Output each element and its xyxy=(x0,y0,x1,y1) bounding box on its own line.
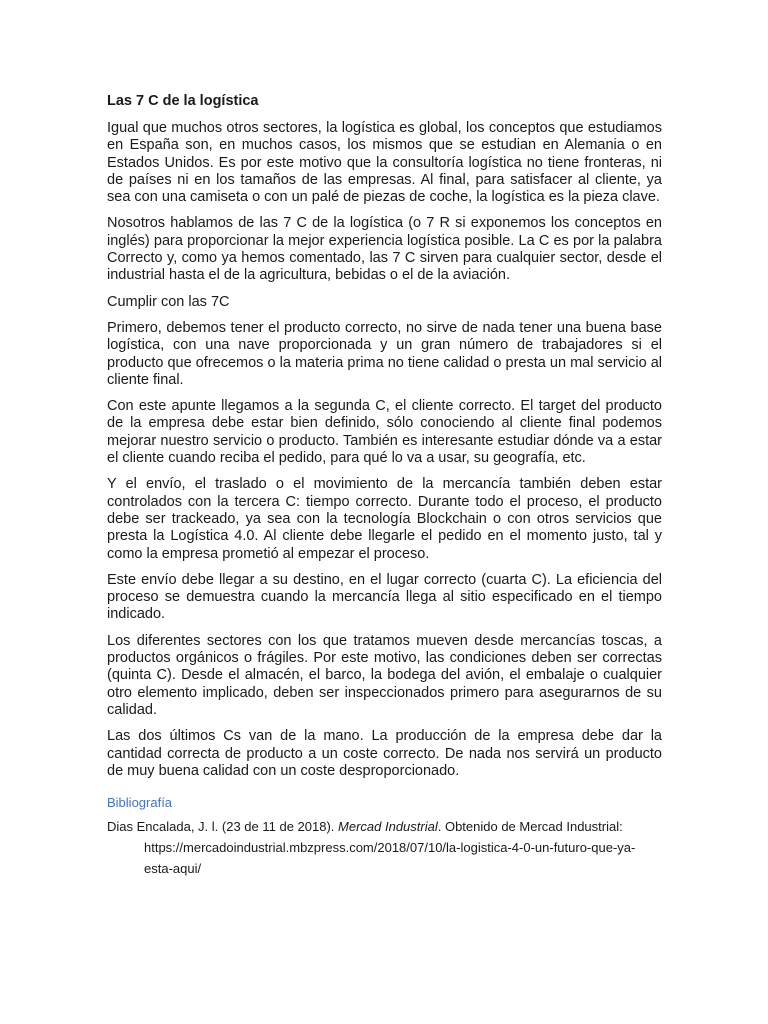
paragraph-intro: Igual que muchos otros sectores, la logística es global, los conceptos que estudiamos en España son, en muchos casos, los mismos que se estudian en Alemania o en Estados Unidos. Es por este motivo que la consultoría logística no tiene fronteras, ni de países ni en los tamaños de las empresas. Al final, para satisfacer al cliente, ya sea con una camiseta o con un palé de piezas de coche, la logística es la pieza clave. xyxy=(107,120,662,206)
paragraph-producto-correcto: Primero, debemos tener el producto correcto, no sirve de nada tener una buena base logística, con una nave proporcionada y un gran número de trabajadores si el producto que ofrecemos o la materia prima no tiene calidad o presta un mal servicio al cliente final. xyxy=(107,319,662,388)
bibliography-url[interactable]: https://mercadoindustrial.mbzpress.com/2018/07/10/la-logistica-4-0-un-futuro-que-ya-esta-aqui/ xyxy=(144,840,636,877)
bibliography-heading: Bibliografía xyxy=(107,795,173,811)
paragraph-cantidad-coste: Las dos últimos Cs van de la mano. La producción de la empresa debe dar la cantidad correcta de producto a un coste correcto. De nada nos servirá un producto de muy buena calidad con un coste desproporcionado. xyxy=(107,728,662,779)
paragraph-lugar-correcto: Este envío debe llegar a su destino, en el lugar correcto (cuarta C). La eficiencia del proceso se demuestra cuando la mercancía llega al sitio especificado en el tiempo indicado. xyxy=(107,571,662,623)
bibliography-section xyxy=(107,795,662,879)
bibliography-obtained-from: . Obtenido de Mercad Industrial: xyxy=(437,819,623,835)
bibliography-source-title: Mercad Industrial xyxy=(338,819,438,835)
paragraph-tiempo-correcto: Y el envío, el traslado o el movimiento de la mercancía también deben estar controlados con la tercera C: tiempo correcto. Durante todo el proceso, el producto debe ser trackeado, ya sea con la tecnología Blockchain o con otros servicios que presta la Logística 4.0. Al cliente debe llegarle el pedido en el momento justo, tal y como la empresa prometió al empezar el proceso. xyxy=(107,476,662,562)
paragraph-condiciones-correctas: Los diferentes sectores con los que tratamos mueven desde mercancías toscas, a productos orgánicos o frágiles. Por este motivo, las condiciones deben ser correctas (quinta C). Desde el almacén, el barco, la bodega del avión, el embalaje o cualquier otro elemento implicado, deben ser inspeccionados primero para asegurarnos de su calidad. xyxy=(107,632,662,718)
paragraph-cliente-correcto: Con este apunte llegamos a la segunda C, el cliente correcto. El target del producto de la empresa debe estar bien definido, sólo conociendo al cliente final podemos mejorar nuestro servicio o producto. También es interesante estudiar dónde va a estar el cliente cuando reciba el pedido, para qué lo va a usar, su geografía, etc. xyxy=(107,398,662,467)
paragraph-7c-overview: Nosotros hablamos de las 7 C de la logística (o 7 R si exponemos los conceptos en inglés) para proporcionar la mejor experiencia logística posible. La C es por la palabra Correcto y, como ya hemos comentado, las 7 C sirven para cualquier sector, desde el industrial hasta el de la agricultura, bebidas o el de la aviación. xyxy=(107,215,662,284)
bibliography-author-date: Dias Encalada, J. l. (23 de 11 de 2018). xyxy=(107,819,339,835)
bibliography-entry xyxy=(107,816,662,879)
document-content xyxy=(107,93,662,879)
section-heading-cumplir: Cumplir con las 7C xyxy=(107,293,230,310)
document-title: Las 7 C de la logística xyxy=(107,93,259,109)
